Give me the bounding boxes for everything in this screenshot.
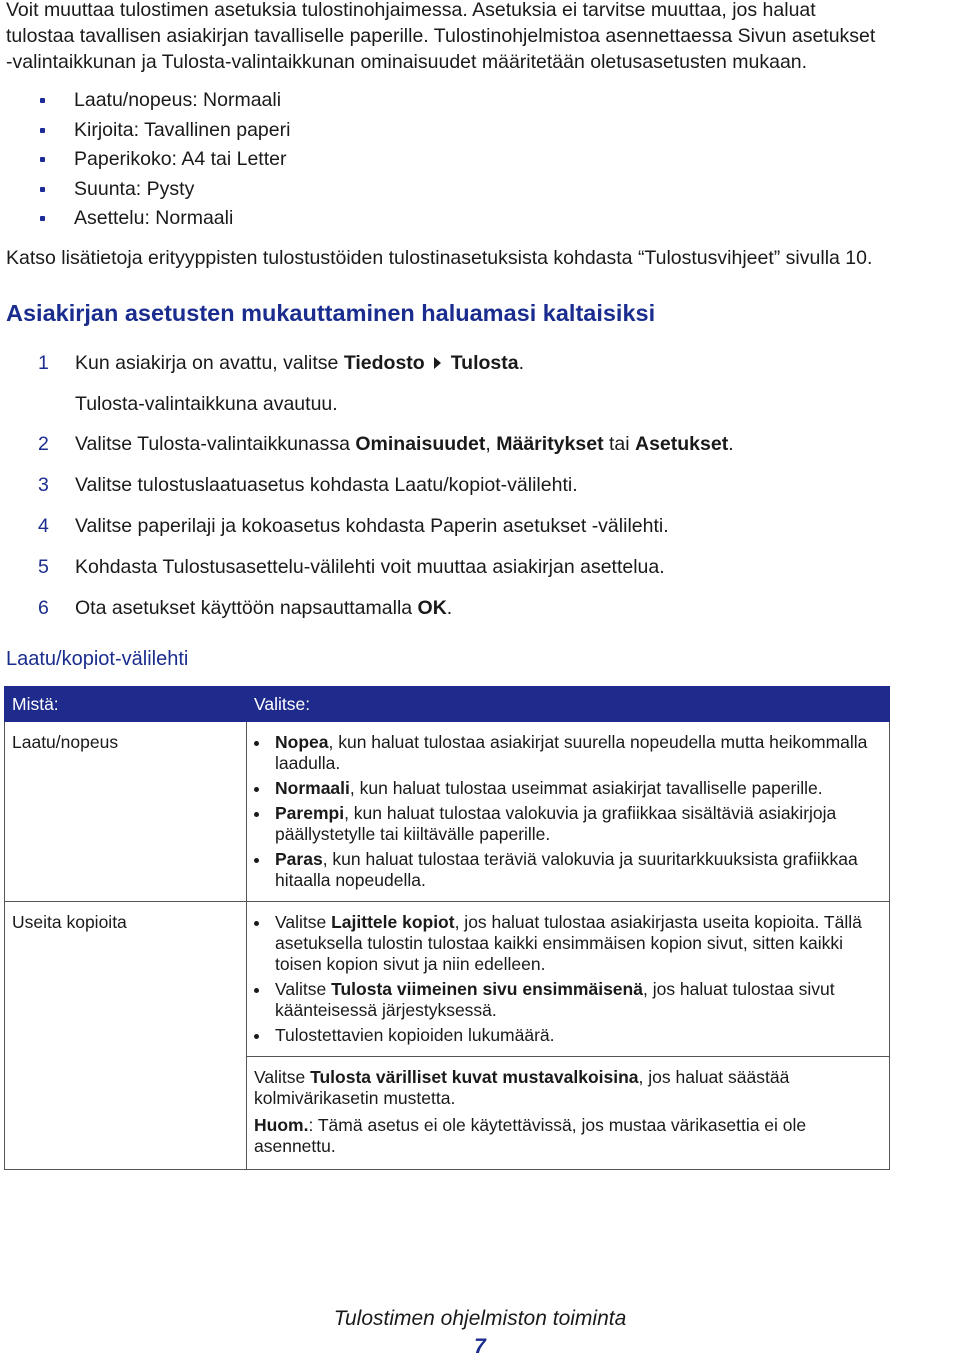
list-item: Paras, kun haluat tulostaa teräviä valokuvia ja suuritarkkuuksista grafiikkaa hitaalla nopeudella.	[254, 849, 882, 891]
steps-list	[38, 350, 938, 636]
step-number: 3	[38, 474, 49, 496]
table-header-row	[5, 687, 890, 722]
list-item: Parempi, kun haluat tulostaa valokuvia ja grafiikkaa sisältäviä asiakirjoja päällystetylle tai kiiltävälle paperille.	[254, 803, 882, 845]
list-item: Valitse Tulosta viimeinen sivu ensimmäisenä, jos haluat tulostaa sivut käänteisessä järjestyksessä.	[254, 979, 882, 1021]
section-heading: Asiakirjan asetusten mukauttaminen haluamasi kaltaisiksi	[6, 300, 656, 326]
bullet-icon	[40, 98, 45, 103]
row-label: Useita kopioita	[5, 902, 247, 1170]
bullet-icon	[254, 921, 259, 926]
step-number: 4	[38, 515, 49, 537]
step-4: 4 Valitse paperilaji ja kokoasetus kohdasta Paperin asetukset -välilehti.	[38, 515, 669, 537]
bullet-icon	[254, 812, 259, 817]
bullet-icon	[40, 157, 45, 162]
list-item: Normaali, kun haluat tulostaa useimmat asiakirjat tavalliselle paperille.	[254, 778, 882, 799]
row-label: Laatu/nopeus	[5, 722, 247, 902]
table-row	[5, 722, 890, 902]
step-1-result: Tulosta-valintaikkuna avautuu.	[75, 393, 338, 415]
step-number: 2	[38, 433, 49, 455]
bullet-icon	[254, 787, 259, 792]
intro-line-3: -valintaikkunan ja Tulosta-valintaikkunan ominaisuudet määritetään oletusasetusten mukaan.	[6, 51, 808, 73]
step-number: 6	[38, 597, 49, 619]
row-options	[247, 722, 890, 902]
bullet-icon	[254, 858, 259, 863]
subheading: Laatu/kopiot-välilehti	[6, 648, 189, 670]
reference-note: Katso lisätietoja erityyppisten tulostustöiden tulostinasetuksista kohdasta “Tulostusvihjeet” sivulla 10.	[6, 247, 873, 269]
column-header: Valitse:	[247, 687, 890, 722]
bullet-icon	[254, 1034, 259, 1039]
step-1: 1 Kun asiakirja on avattu, valitse Tiedosto Tulosta.	[38, 352, 525, 374]
list-item: Asettelu: Normaali	[40, 204, 290, 234]
column-header: Mistä:	[5, 687, 247, 722]
step-number: 5	[38, 556, 49, 578]
list-item: Valitse Lajittele kopiot, jos haluat tulostaa asiakirjasta useita kopioita. Tällä asetuksella tulostin tulostaa kaikki ensimmäisen kopion sivut, sitten kaikki toisen kopion sivut ja niin edelleen.	[254, 912, 882, 975]
menu-arrow-icon	[434, 357, 441, 369]
list-item: Laatu/nopeus: Normaali	[40, 86, 290, 116]
menu-print: Tulosta	[450, 352, 519, 374]
list-item: Kirjoita: Tavallinen paperi	[40, 116, 290, 146]
step-3: 3 Valitse tulostuslaatuasetus kohdasta Laatu/kopiot-välilehti.	[38, 474, 578, 496]
bullet-icon	[254, 988, 259, 993]
step-6: 6 Ota asetukset käyttöön napsauttamalla OK.	[38, 597, 453, 619]
step-5: 5 Kohdasta Tulostusasettelu-välilehti voit muuttaa asiakirjan asettelua.	[38, 556, 665, 578]
footer-title: Tulostimen ohjelmiston toiminta	[333, 1307, 627, 1330]
menu-file: Tiedosto	[343, 352, 425, 374]
list-item: Paperikoko: A4 tai Letter	[40, 145, 290, 175]
bullet-icon	[40, 216, 45, 221]
row-options: Valitse Tulosta värilliset kuvat mustavalkoisina, jos haluat säästää kolmivärikasetin mustetta. Huom.: Tämä asetus ei ole käytettävissä, jos mustaa värikasettia ei ole asennettu.	[247, 1057, 890, 1170]
intro-paragraph	[6, 0, 954, 75]
list-item: Nopea, kun haluat tulostaa asiakirjat suurella nopeudella mutta heikommalla laadulla.	[254, 732, 882, 774]
default-settings-list	[40, 86, 290, 234]
note: Huom.: Tämä asetus ei ole käytettävissä, jos mustaa värikasettia ei ole asennettu.	[254, 1115, 807, 1156]
list-item: Tulostettavien kopioiden lukumäärä.	[254, 1025, 882, 1046]
intro-line-2: tulostaa tavallisen asiakirjan tavalliselle paperille. Tulostinohjelmistoa asennettaessa Sivun asetukset	[6, 25, 876, 47]
list-item: Suunta: Pysty	[40, 175, 290, 205]
intro-line-1: Voit muuttaa tulostimen asetuksia tulostinohjaimessa. Asetuksia ei tarvitse muuttaa, jos haluat	[6, 0, 816, 21]
bullet-icon	[40, 128, 45, 133]
row-options	[247, 902, 890, 1057]
bullet-icon	[254, 741, 259, 746]
step-number: 1	[38, 352, 49, 374]
bullet-icon	[40, 187, 45, 192]
settings-table	[4, 686, 890, 1170]
page-number: 7	[474, 1335, 486, 1358]
step-2: 2 Valitse Tulosta-valintaikkunassa Ominaisuudet, Määritykset tai Asetukset.	[38, 433, 734, 455]
table-row	[5, 902, 890, 1057]
